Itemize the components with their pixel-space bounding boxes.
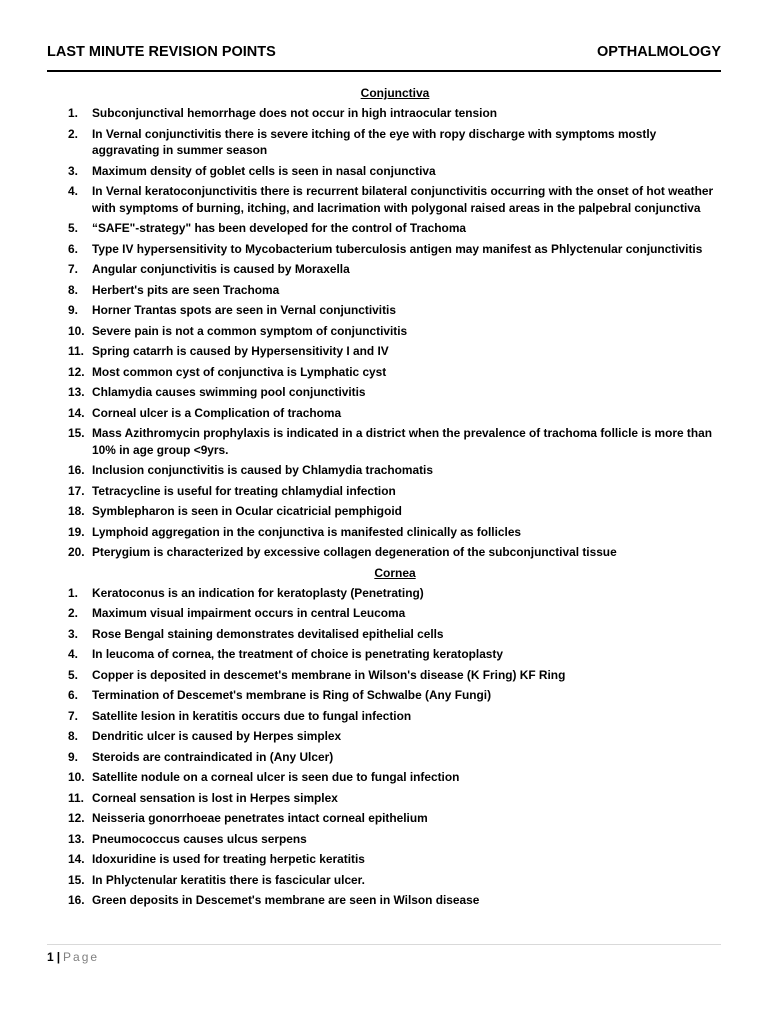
page-header	[47, 44, 721, 64]
list-item	[68, 183, 722, 216]
list-item-number: 14.	[68, 405, 85, 420]
list-item-text: In Vernal conjunctivitis there is severe itching of the eye with ropy discharge with symptoms mostly aggravating in summer season	[92, 126, 657, 157]
list-item	[68, 544, 722, 561]
section-title-cornea: Cornea	[374, 565, 416, 580]
list-item	[68, 261, 722, 278]
list-item-number: 6.	[68, 688, 78, 702]
section-title-conjunctiva: Conjunctiva	[360, 86, 430, 100]
page-content	[68, 86, 722, 914]
list-item-text: Idoxuridine is used for treating herpetic keratitis	[92, 852, 365, 866]
list-item-number: 8.	[68, 282, 78, 297]
list-item-number: 5.	[68, 221, 78, 235]
list-item-text: Copper is deposited in descemet's membrane in Wilson's disease (K Fring) KF Ring	[92, 667, 566, 682]
list-item-number: 17.	[68, 483, 85, 498]
list-item-number: 16.	[68, 893, 85, 907]
list-item-text: Dendritic ulcer is caused by Herpes simplex	[92, 729, 342, 743]
list-item-number: 7.	[68, 708, 78, 723]
list-item-number: 2.	[68, 126, 78, 141]
header-right-title: OPTHALMOLOGY	[596, 44, 721, 60]
list-item-number: 4.	[68, 184, 78, 198]
list-item	[68, 364, 722, 381]
conjunctiva-list	[68, 105, 722, 561]
list-item-text: Angular conjunctivitis is caused by Moraxella	[92, 262, 350, 276]
list-item-number: 18.	[68, 504, 85, 518]
list-item-text: Severe pain is not a common symptom of conjunctivitis	[92, 323, 408, 338]
list-item	[68, 687, 722, 704]
footer-separator: |	[56, 950, 61, 964]
list-item-number: 10.	[68, 770, 85, 784]
list-item-number: 15.	[68, 872, 85, 887]
list-item	[68, 749, 722, 766]
header-left-title: LAST MINUTE REVISION POINTS	[47, 44, 276, 60]
list-item-text: Green deposits in Descemet's membrane are seen in Wilson disease	[92, 893, 480, 907]
list-item-number: 20.	[68, 545, 85, 559]
list-item-number: 9.	[68, 303, 78, 317]
list-item-text: Pterygium is characterized by excessive collagen degeneration of the subconjunctival tissue	[92, 545, 617, 559]
list-item-number: 11.	[68, 344, 84, 358]
footer-rule	[47, 944, 721, 945]
list-item-number: 6.	[68, 241, 78, 256]
list-item	[68, 105, 722, 122]
list-item	[68, 769, 722, 786]
list-item-number: 7.	[68, 262, 78, 276]
list-item-text: Satellite nodule on a corneal ulcer is seen due to fungal infection	[92, 770, 460, 784]
list-item	[68, 405, 722, 422]
list-item-number: 9.	[68, 749, 78, 764]
list-item	[68, 302, 722, 319]
list-item-text: Tetracycline is useful for treating chlamydial infection	[92, 483, 396, 498]
header-rule	[47, 70, 721, 72]
list-item-text: Most common cyst of conjunctiva is Lymphatic cyst	[92, 364, 387, 379]
list-item-text: Inclusion conjunctivitis is caused by Chlamydia trachomatis	[92, 463, 433, 477]
list-item	[68, 585, 722, 602]
list-item-text: Pneumococcus causes ulcus serpens	[92, 831, 307, 846]
list-item	[68, 163, 722, 180]
list-item	[68, 425, 722, 458]
list-item	[68, 626, 722, 643]
list-item	[68, 524, 722, 541]
list-item-text: Lymphoid aggregation in the conjunctiva is manifested clinically as follicles	[92, 524, 522, 539]
list-item-number: 10.	[68, 323, 85, 338]
list-item-text: Subconjunctival hemorrhage does not occur in high intraocular tension	[92, 106, 497, 120]
list-item-text: Neisseria gonorrhoeae penetrates intact corneal epithelium	[92, 811, 428, 825]
list-item	[68, 503, 722, 520]
page-number: 1	[47, 950, 54, 964]
list-item-text: Keratoconus is an indication for keratoplasty (Penetrating)	[92, 585, 424, 600]
list-item-text: Type IV hypersensitivity to Mycobacterium tuberculosis antigen may manifest as Phlyctenular conjunctivitis	[92, 241, 703, 256]
list-item-text: Maximum density of goblet cells is seen in nasal conjunctiva	[92, 163, 436, 178]
list-item	[68, 282, 722, 299]
list-item-text: Corneal ulcer is a Complication of trachoma	[92, 405, 342, 420]
list-item-text: Rose Bengal staining demonstrates devitalised epithelial cells	[92, 626, 444, 641]
list-item-text: Herbert's pits are seen Trachoma	[92, 282, 280, 297]
list-item-number: 1.	[68, 585, 78, 600]
list-item-number: 1.	[68, 106, 78, 120]
list-item	[68, 708, 722, 725]
list-item-text: Steroids are contraindicated in (Any Ulcer)	[92, 749, 334, 764]
list-item-text: In Phlyctenular keratitis there is fascicular ulcer.	[92, 872, 365, 887]
list-item	[68, 126, 722, 159]
list-item	[68, 605, 722, 622]
list-item	[68, 831, 722, 848]
list-item	[68, 872, 722, 889]
cornea-list	[68, 585, 722, 909]
list-item-text: In Vernal keratoconjunctivitis there is recurrent bilateral conjunctivitis occurring with the onset of hot weather with symptoms of burning, itching, and lacrimation with polygonal raised areas in the palpebral conjunctiva	[92, 184, 714, 215]
list-item-number: 12.	[68, 811, 85, 825]
list-item-text: Mass Azithromycin prophylaxis is indicated in a district when the prevalence of trachoma follicle is more than 10% in age group <9yrs.	[92, 426, 713, 457]
list-item	[68, 646, 722, 663]
list-item	[68, 810, 722, 827]
list-item-number: 19.	[68, 524, 85, 539]
list-item	[68, 728, 722, 745]
list-item-text: Chlamydia causes swimming pool conjunctivitis	[92, 385, 366, 399]
list-item-number: 5.	[68, 667, 78, 682]
list-item-text: Termination of Descemet's membrane is Ring of Schwalbe (Any Fungi)	[92, 688, 492, 702]
list-item-number: 15.	[68, 426, 85, 440]
list-item-number: 8.	[68, 729, 78, 743]
list-item-number: 4.	[68, 647, 78, 661]
list-item-number: 3.	[68, 163, 78, 178]
list-item-text: Satellite lesion in keratitis occurs due to fungal infection	[92, 708, 412, 723]
list-item-number: 3.	[68, 626, 78, 641]
list-item	[68, 323, 722, 340]
list-item	[68, 220, 722, 237]
list-item-text: “SAFE"-strategy" has been developed for the control of Trachoma	[92, 221, 467, 235]
list-item-text: Corneal sensation is lost in Herpes simplex	[92, 790, 338, 805]
list-item	[68, 851, 722, 868]
list-item-text: Maximum visual impairment occurs in central Leucoma	[92, 606, 406, 620]
list-item-number: 16.	[68, 463, 85, 477]
footer-text	[47, 950, 721, 964]
list-item-number: 13.	[68, 831, 85, 846]
list-item	[68, 483, 722, 500]
list-item	[68, 384, 722, 401]
list-item-number: 13.	[68, 385, 85, 399]
list-item	[68, 667, 722, 684]
list-item-number: 12.	[68, 364, 85, 379]
list-item	[68, 892, 722, 909]
list-item-text: Spring catarrh is caused by Hypersensitivity I and IV	[92, 344, 389, 358]
list-item	[68, 790, 722, 807]
list-item-number: 2.	[68, 606, 78, 620]
list-item	[68, 462, 722, 479]
list-item	[68, 343, 722, 360]
list-item-text: Horner Trantas spots are seen in Vernal conjunctivitis	[92, 303, 396, 317]
list-item-number: 11.	[68, 790, 84, 805]
list-item-text: In leucoma of cornea, the treatment of choice is penetrating keratoplasty	[92, 647, 503, 661]
list-item-number: 14.	[68, 852, 85, 866]
page-label: Page	[63, 950, 100, 964]
page-footer	[47, 944, 721, 964]
list-item-text: Symblepharon is seen in Ocular cicatricial pemphigoid	[92, 504, 402, 518]
list-item	[68, 241, 722, 258]
